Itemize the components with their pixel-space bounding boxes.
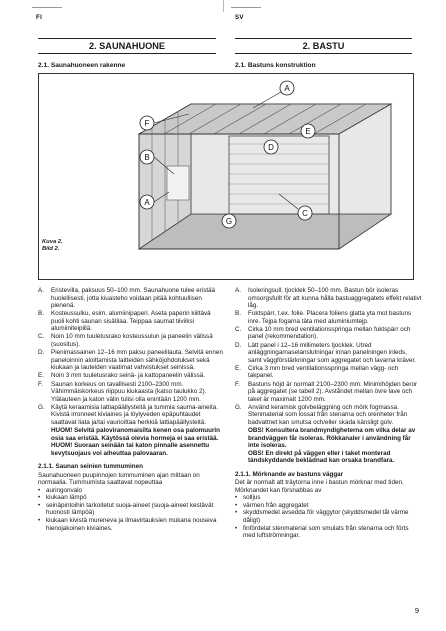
sauna-structure-figure: [38, 73, 414, 280]
component-list-fi: [38, 287, 225, 426]
subsection-intro-fi: Saunahuoneen puupinnojen tummuminen ajan mittaan on normaalia. Tummumista saattavat nopeuttaa: [38, 471, 200, 487]
callout-g: G: [225, 217, 233, 226]
subsection-title-sv: 2.1. Bastuns konstruktion: [235, 62, 316, 69]
list-item: • auringonvalo: [38, 487, 225, 495]
subsection-title-sv-2: 2.1.1. Mörknande av bastuns väggar: [235, 470, 344, 478]
figure-caption: [42, 239, 63, 253]
lang-tab-sv: SV: [235, 13, 248, 22]
list-item: • kiukaan kivistä mureneva ja ilmavirtauksien mukana nouseva hienojakoinen kiviaines.: [38, 517, 225, 532]
section-title-sv: 2. BASTU: [235, 38, 412, 54]
notice-fi-1: HUOM! Selvitä paloviranomaisilta kenen osa palomuurin osia saa eristää. Käytössä olevia hormeja ei saa eristää.: [51, 427, 221, 442]
component-list-sv: [235, 287, 422, 426]
text-column-fi: [38, 287, 225, 532]
text-column-sv: [235, 287, 422, 540]
list-item: F. Bastuns höjd är normalt 2100–2300 mm. Minimihöjden beror på aggregatet (se tabell 2). Avståndet mellan övre lave och taket är maximalt 1200 mm.: [235, 380, 418, 403]
figure-caption-fi: Kuva 2.: [42, 239, 63, 245]
list-item: A. Eristevilla, paksuus 50–100 mm. Saunahuone tulee eristää huolellisesti, jotta kiuasteho voidaan pitää kohtuullisen pienenä.: [38, 287, 216, 310]
callout-b: B: [144, 153, 150, 162]
list-item: D. Lätt panel i 12–16 millimeters tjocklek. Utred anläggningarnaselanslutningar innan panelningen inleds, samt väggförstärkningar som aggregatet och lavarna kräver.: [235, 341, 417, 364]
list-item: • finfördelat stenmaterial som smulats från stenarna och förts med luftströmningar.: [235, 525, 422, 540]
subsection-title-fi-2: 2.1.1. Saunan seinien tummuminen: [38, 463, 143, 471]
list-item: B. Kosteussulku, esim. alumiinipaperi. Aseta paperin kiiltävä puoli kohti saunan sisätilaa. Teippaa saumat tiiviiksi alumiiniteipillä.: [38, 310, 211, 333]
list-item: E. Noin 3 mm tuuletusrako seinä- ja kattopaneelin välissä.: [38, 372, 206, 380]
sauna-diagram: [39, 74, 413, 279]
callout-c: C: [302, 209, 308, 218]
callout-a-top: A: [284, 84, 290, 93]
list-item: A. Isoleringsull, tjocklek 50–100 mm. Bastun bör isoleras omsorgsfullt för att kunna hålla bastuaggregatets effekt relativt låg.: [235, 287, 422, 310]
list-item: • seinäpintoihin tarkoitetut suoja-aineet (suoja-aineet kestävät huonosti lämpöä): [38, 502, 225, 517]
list-item: G. Käytä keraamisia lattiapäällysteitä ja tummia sauma-aineita. Kivistä irronneet kiviaines ja löylyveden epäpuhtaudet saattavat liata ja/tai vaurioittaa herkkiä lattiapäällysteitä.: [38, 403, 218, 426]
list-item: C. Noin 10 mm tuuletusrako kosteussulun ja paneelin välissä (suositus).: [38, 333, 213, 349]
list-item: F. Saunan korkeus on tavallisesti 2100–2300 mm. Vähimmäiskorkeus riippuu kiukaasta (katso taulukko 2). Ylälauteen ja katon välin tulisi olla enintään 1200 mm.: [38, 380, 207, 403]
notice-sv-1: OBS! Konsultera brandmyndigheterna om vilka delar av brandväggen får isoleras. Rökkanaler i användning får inte isoleras.: [248, 427, 416, 450]
header-divider: [223, 0, 224, 12]
subsection-intro-sv: Det är normalt att träytorna inne i bastun mörknar med tiden. Mörknandet kan försnabbas av: [235, 479, 404, 494]
lang-tab-fi: FI: [36, 13, 49, 22]
subsection-title-fi: 2.1. Saunahuoneen rakenne: [38, 62, 126, 69]
list-item: D. Pienimassainen 12–16 mm paksu paneelilauta. Selvitä ennen paneloinnin aloittamista laitteiden sähköjohdotukset sekä kiukaan ja lauteiden vaatimat vahvistukset seinissä.: [38, 349, 223, 372]
list-item: B. Fuktspärr, t.ex. folie. Placera foliens glatta yta mot bastuns inre. Tejpa fogarna täta med aluminiumtejp.: [235, 310, 412, 325]
callout-d: D: [268, 143, 274, 152]
page-number: 9: [414, 606, 419, 615]
list-item: C. Cirka 10 mm bred ventilationsspringa mellan fuktspärr och panel (rekommendation).: [235, 325, 411, 341]
section-title-fi: 2. SAUNAHUONE: [38, 38, 216, 54]
callout-e: E: [305, 127, 311, 136]
list-item: • värmen från aggregatet: [235, 502, 422, 510]
list-item: E. Cirka 3 mm bred ventilationsspringa mellan vägg- och takpanel.: [235, 364, 399, 380]
notice-fi-2: HUOM! Suoraan seinään tai katon pinnalle asennettu kevytsuojaus voi aiheuttaa palovaaran.: [51, 442, 210, 457]
list-item: • skyddsmedel avsedda för väggytor (skyddsmedel tål värme dåligt): [235, 509, 422, 524]
notice-sv-2: OBS! En direkt på väggen eller i taket monterad tändskyddande beklädnad kan orsaka brandfara.: [248, 449, 395, 465]
list-item: G. Använd keramisk golvbeläggning och mörk fogmassa. Stenmaterial som lossat från stenarna och orenheter från badvattnet kan smutsa och/eller skada känsligt golv.: [235, 403, 408, 426]
callout-a-left: A: [144, 198, 150, 207]
figure-caption-sv: Bild 2.: [42, 246, 60, 252]
list-item: • kiukaan lämpö: [38, 494, 225, 502]
list-item: • solljus: [235, 494, 422, 502]
callout-f: F: [144, 119, 150, 128]
